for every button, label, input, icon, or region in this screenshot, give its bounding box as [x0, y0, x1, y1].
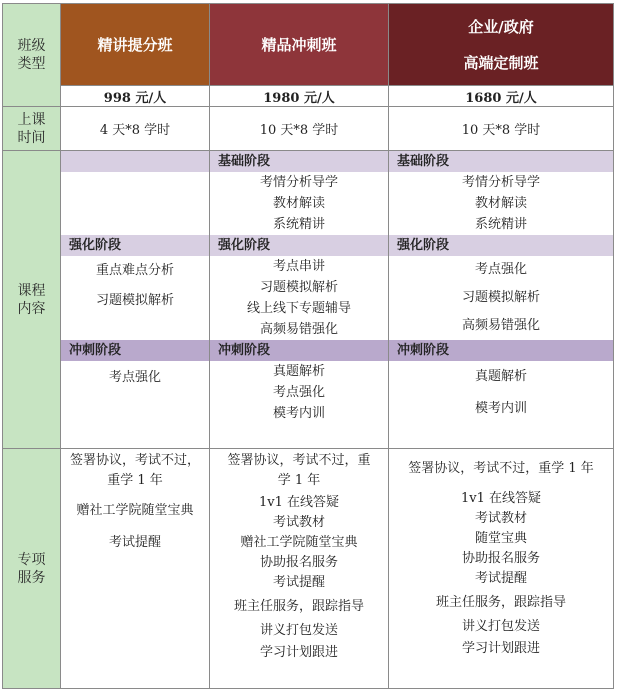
content-item: 真题解析 — [474, 369, 527, 384]
service-item: 签署协议，考试不过，重 — [227, 453, 371, 468]
content-item: 线上线下专题辅导 — [246, 301, 351, 316]
class-header-2 — [210, 4, 389, 86]
service-item: 班主任服务，跟踪指导 — [435, 595, 566, 610]
row-label-line: 服务 — [17, 569, 46, 586]
content-item: 系统精讲 — [474, 217, 527, 232]
service-item: 签署协议，考试不过，重学 1 年 — [408, 461, 594, 476]
content-item: 真题解析 — [272, 364, 325, 379]
service-item: 1v1 在线答疑 — [258, 495, 340, 510]
stage-label: 冲刺阶段 — [389, 340, 613, 361]
service-item: 协助报名服务 — [259, 555, 338, 570]
stage-label: 强化阶段 — [210, 235, 388, 256]
service-item: 学习计划跟进 — [461, 641, 540, 656]
row-label-content — [3, 151, 61, 449]
content-item: 习题模拟解析 — [461, 290, 540, 305]
service-item: 随堂宝典 — [474, 531, 527, 546]
content-item: 习题模拟解析 — [95, 293, 174, 308]
stage-label: 强化阶段 — [61, 235, 209, 256]
content-col-2 — [210, 151, 389, 449]
service-item: 考试提醒 — [272, 575, 325, 590]
row-label-line: 班级 — [17, 38, 46, 54]
stage-label: 基础阶段 — [210, 151, 388, 172]
class-name: 企业/政府 — [468, 17, 534, 36]
service-item: 1v1 在线答疑 — [460, 491, 542, 506]
row-label-service — [3, 449, 61, 689]
row-label-line: 上课 — [17, 111, 46, 128]
row-label-line: 内容 — [17, 300, 46, 317]
stage-spacer — [61, 316, 209, 340]
service-item: 讲义打包发送 — [461, 619, 540, 634]
service-item: 学习计划跟进 — [259, 645, 338, 660]
row-label-class-type — [3, 4, 61, 107]
service-item: 考试提醒 — [108, 535, 161, 550]
class-name: 高端定制班 — [463, 53, 539, 72]
price-3: 1680 元/人 — [389, 86, 614, 107]
row-label-schedule — [3, 107, 61, 151]
stage-label: 冲刺阶段 — [210, 340, 388, 361]
content-item: 考点串讲 — [272, 259, 325, 274]
service-item: 考试提醒 — [474, 571, 527, 586]
row-label-line: 专项 — [17, 551, 46, 568]
stage-label: 冲刺阶段 — [61, 340, 209, 361]
row-label-line: 类型 — [17, 56, 46, 72]
row-label-line: 课程 — [17, 282, 46, 299]
service-col-2 — [210, 449, 389, 689]
service-col-3 — [389, 449, 614, 689]
hours-1: 4 天*8 学时 — [61, 107, 210, 151]
content-item: 考点强化 — [108, 370, 161, 385]
course-comparison-table — [2, 3, 614, 689]
content-item: 习题模拟解析 — [259, 280, 338, 295]
content-item: 模考内训 — [474, 401, 527, 416]
service-item: 协助报名服务 — [461, 551, 540, 566]
service-item: 签署协议，考试不过， — [69, 453, 200, 468]
service-col-1 — [61, 449, 210, 689]
service-item: 考试教材 — [474, 511, 527, 526]
stage-spacer — [61, 172, 209, 235]
content-item: 考点强化 — [272, 385, 325, 400]
content-item: 高频易错强化 — [259, 322, 338, 337]
content-item: 考情分析导学 — [259, 175, 338, 190]
content-col-1 — [61, 151, 210, 449]
service-item: 考试教材 — [272, 515, 325, 530]
service-item: 赠社工学院随堂宝典 — [76, 503, 194, 518]
content-item: 考情分析导学 — [461, 175, 540, 190]
content-item: 教材解读 — [272, 196, 325, 211]
row-label-line: 时间 — [17, 129, 46, 146]
service-item: 赠社工学院随堂宝典 — [240, 535, 358, 550]
class-name: 精品冲刺班 — [261, 36, 337, 54]
service-item: 讲义打包发送 — [259, 623, 338, 638]
price-2: 1980 元/人 — [210, 86, 389, 107]
content-item: 模考内训 — [272, 406, 325, 421]
stage-bar — [61, 151, 209, 172]
content-item: 考点强化 — [474, 262, 527, 277]
price-1: 998 元/人 — [61, 86, 210, 107]
class-header-3 — [389, 4, 614, 86]
service-item: 班主任服务，跟踪指导 — [233, 599, 364, 614]
content-item: 重点难点分析 — [95, 263, 174, 278]
content-col-3 — [389, 151, 614, 449]
stage-label: 基础阶段 — [389, 151, 613, 172]
class-name: 精讲提分班 — [97, 36, 173, 54]
content-item: 系统精讲 — [272, 217, 325, 232]
stage-label: 强化阶段 — [389, 235, 613, 256]
content-item: 高频易错强化 — [461, 318, 540, 333]
content-item: 教材解读 — [474, 196, 527, 211]
service-item: 重学 1 年 — [107, 473, 163, 488]
hours-2: 10 天*8 学时 — [210, 107, 389, 151]
service-item: 学 1 年 — [277, 473, 321, 488]
class-header-1 — [61, 4, 210, 86]
hours-3: 10 天*8 学时 — [389, 107, 614, 151]
